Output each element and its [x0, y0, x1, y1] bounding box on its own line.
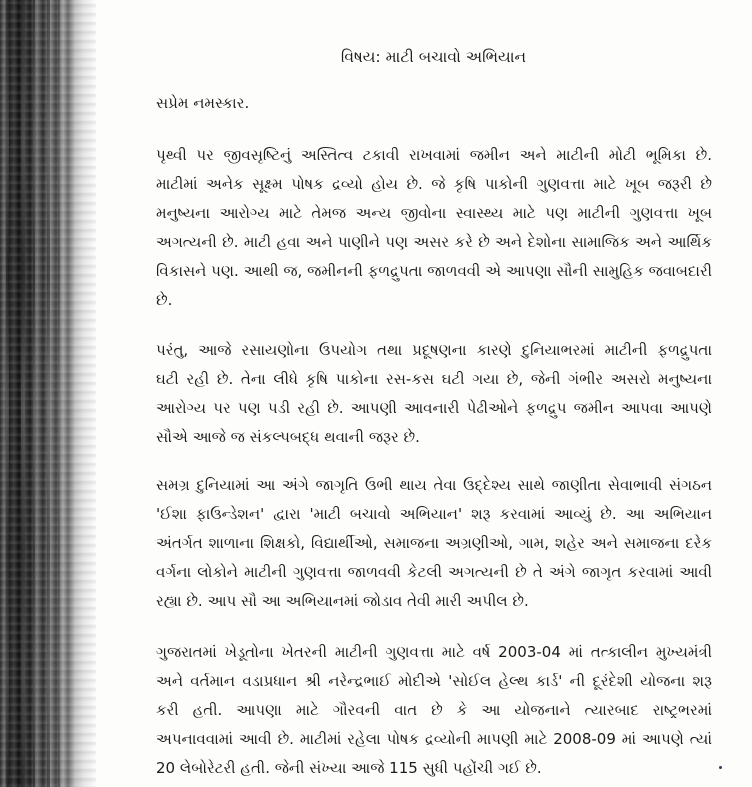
paragraph-line: આરોગ્ય પર પણ પડી રહી છે. આપણી આવનારી પેઢીઓને ફળદ્રુપ જમીન આપવા આપણે — [156, 399, 712, 417]
paragraph-1 — [156, 141, 712, 315]
scan-speck — [719, 766, 722, 769]
scan-edge-streak — [21, 0, 25, 787]
letter-greeting: સપ્રેમ નમસ્કાર. — [156, 94, 250, 112]
paragraph-line: મનુષ્યના આરોગ્ય માટે તેમજ અન્ય જીવોના સ્વાસ્થ્ય માટે પણ માટીની ગુણવત્તા ખૂબ — [156, 204, 712, 222]
paragraph-line: અપનાવવામાં આવી છે. માટીમાં રહેલા પોષક દ્રવ્યોની માપણી માટે 2008-09 માં આપણે ત્યાં — [156, 730, 712, 748]
scan-edge-shadow — [0, 0, 96, 787]
paragraph-line: ગુજરાતમાં ખેડૂતોના ખેતરની માટીની ગુણવત્તા માટે વર્ષ 2003-04 માં તત્કાલીન મુખ્યમંત્રી — [156, 643, 712, 661]
scan-edge-streak — [58, 0, 60, 787]
paragraph-line: વિકાસને પણ. આથી જ, જમીનની ફળદ્રુપતા જાળવવી એ આપણા સૌની સામુહિક જવાબદારી — [156, 262, 712, 280]
letter-subject: વિષય: માટી બચાવો અભિયાન — [340, 48, 527, 66]
paragraph-line: ઘટી રહી છે. તેના લીધે કૃષિ પાકોના રસ-કસ ઘટી ગયા છે, જેની ગંભીર અસરો મનુષ્યના — [156, 370, 712, 388]
paragraph-line: રહ્યા છે. આપ સૌ આ અભિયાનમાં જોડાવ તેવી મારી અપીલ છે. — [156, 592, 529, 610]
scan-edge-streak — [6, 0, 9, 787]
paragraph-line: માટીમાં અનેક સૂક્ષ્મ પોષક દ્રવ્યો હોય છે. જે કૃષિ પાકોની ગુણવત્તા માટે ખૂબ જરૂરી છે — [156, 175, 712, 193]
paragraph-line: 'ઈશા ફાઉન્ડેશન' દ્વારા 'માટી બચાવો અભિયાન' શરૂ કરવામાં આવ્યું છે. આ અભિયાન — [156, 505, 712, 523]
paragraph-line: છે. — [156, 291, 173, 309]
paragraph-line: અને વર્તમાન વડાપ્રધાન શ્રી નરેન્દ્રભાઈ મોદીએ 'સોઈલ હેલ્થ કાર્ડ' ની દૂરંદેશી યોજના શરૂ — [156, 672, 712, 690]
paragraph-line: સમગ્ર દુનિયામાં આ અંગે જાગૃતિ ઉભી થાય તેવા ઉદ્દેશ્ય સાથે જાણીતા સેવાભાવી સંગઠન — [156, 476, 712, 494]
paragraph-line: અંતર્ગત શાળાના શિક્ષકો, વિદ્યાર્થીઓ, સમાજના અગ્રણીઓ, ગામ, શહેર અને સમાજના દરેક — [156, 534, 712, 552]
paragraph-line: પૃથ્વી પર જીવસૃષ્ટિનું અસ્તિત્વ ટકાવી રાખવામાં જમીન અને માટીની મોટી ભૂમિકા છે. — [156, 146, 712, 164]
paragraph-line: સૌએ આજે જ સંકલ્પબદ્ધ થવાની જરૂર છે. — [156, 428, 420, 446]
scan-edge-streak — [33, 0, 35, 787]
paragraph-line: વર્ગના લોકોને માટીની ગુણવત્તા જાળવવી કેટલી અગત્યની છે તે અંગે જાગૃત કરવામાં આવી — [156, 563, 712, 581]
paragraph-3 — [156, 471, 712, 616]
paragraph-line: પરંતુ, આજે રસાયણોના ઉપયોગ તથા પ્રદૂષણના કારણે દુનિયાભરમાં માટીની ફળદ્રુપતા — [156, 341, 712, 359]
paragraph-4 — [156, 638, 712, 783]
paragraph-line: 20 લેબોરેટરી હતી. જેની સંખ્યા આજે 115 સુધી પહોંચી ગઈ છે. — [156, 759, 542, 777]
scan-edge-streak — [47, 0, 50, 787]
paragraph-2 — [156, 336, 712, 452]
paragraph-line: કરી હતી. આપણા માટે ગૌરવની વાત છે કે આ યોજનાને ત્યારબાદ રાષ્ટ્રભરમાં — [156, 701, 712, 719]
paragraph-line: અગત્યની છે. માટી હવા અને પાણીને પણ અસર કરે છે અને દેશોના સામાજિક અને આર્થિક — [156, 233, 712, 251]
